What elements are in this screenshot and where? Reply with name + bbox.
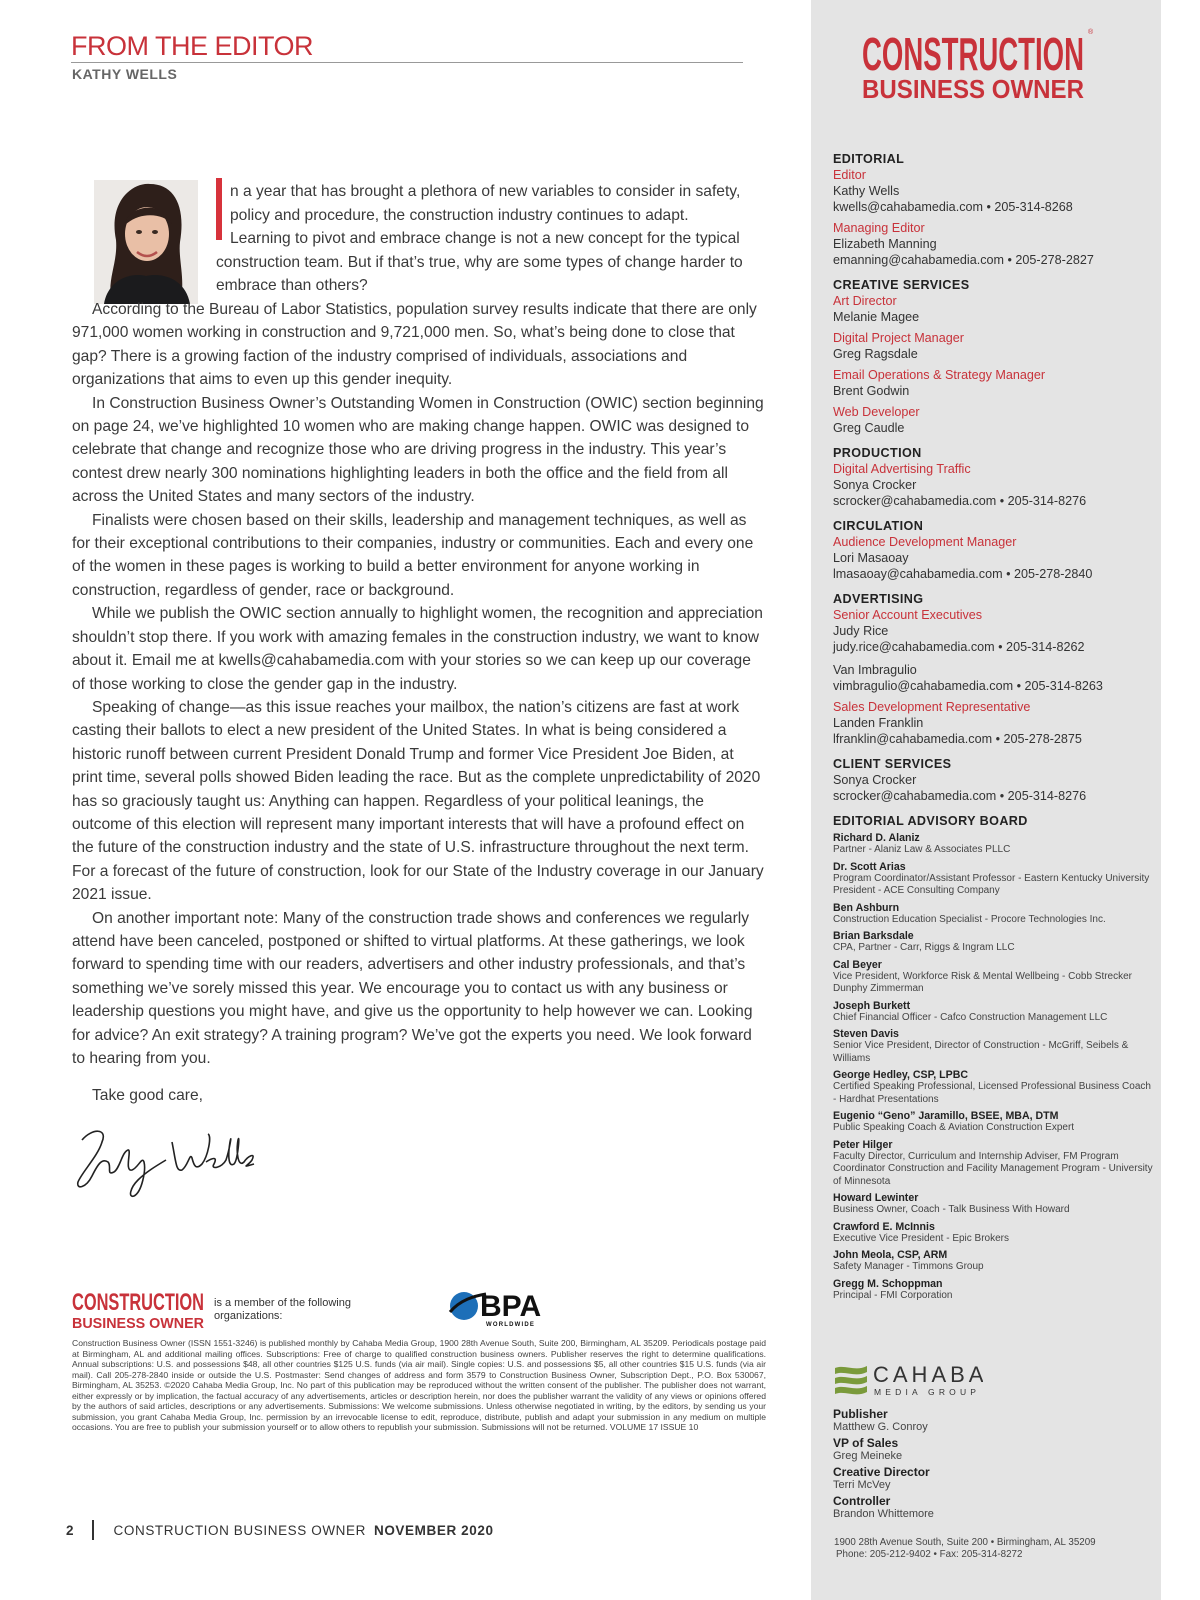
board-member	[833, 959, 1157, 996]
board-member	[833, 1139, 1157, 1189]
page-folio	[66, 1520, 494, 1540]
masthead-contact: scrocker@cahabamedia.com • 205-314-8276	[833, 494, 1087, 508]
leaf-icon	[835, 1366, 867, 1394]
masthead-role: Sales Development Representative	[833, 700, 1031, 714]
cahaba-subname: MEDIA GROUP	[874, 1387, 981, 1397]
bpa-subtext: WORLDWIDE	[486, 1322, 536, 1328]
masthead-contact: emanning@cahabamedia.com • 205-278-2827	[833, 253, 1094, 267]
svg-text:®: ®	[1088, 29, 1094, 36]
masthead-heading: EDITORIAL	[833, 152, 905, 166]
staff-title: VP of Sales	[833, 1436, 899, 1450]
article-body	[72, 298, 764, 1070]
intro-line: Learning to pivot and embrace change is not a new concept for the typical	[230, 230, 740, 247]
editor-photo	[94, 180, 198, 304]
masthead-heading: CLIENT SERVICES	[833, 757, 952, 771]
masthead-person: Kathy Wells	[833, 184, 900, 198]
brand-logo	[860, 26, 1096, 102]
article-paragraph: While we publish the OWIC section annually to highlight women, the recognition and appreciation shouldn’t stop there. If you work with amazing females in the construction industry, we want to know about it. Email me at kwells@cahabamedia.com with your stories so we can keep up our coverage of those working to close the gender gap in the industry.	[72, 605, 763, 693]
staff-title: Publisher	[833, 1407, 888, 1421]
author-name: KATHY WELLS	[72, 66, 178, 82]
board-member-desc: CPA, Partner - Carr, Riggs & Ingram LLC	[833, 942, 1015, 953]
masthead-heading: ADVERTISING	[833, 592, 924, 606]
board-member-desc: Business Owner, Coach - Talk Business With Howard	[833, 1204, 1070, 1215]
masthead-heading: CREATIVE SERVICES	[833, 278, 970, 292]
article-intro	[216, 180, 762, 298]
masthead-person: Lori Masaoay	[833, 551, 909, 565]
masthead-role: Editor	[833, 168, 866, 182]
staff-name: Greg Meineke	[833, 1450, 903, 1462]
board-member-name: John Meola, CSP, ARM	[833, 1249, 948, 1261]
board-member	[833, 1069, 1157, 1106]
address-line: 1900 28th Avenue South, Suite 200 • Birmingham, AL 35209	[834, 1537, 1096, 1548]
closing-line: Take good care,	[92, 1087, 203, 1104]
intro-line: construction team. But if that’s true, why are some types of change harder to	[216, 253, 743, 271]
masthead-role: Digital Advertising Traffic	[833, 462, 971, 476]
article-paragraph: In Construction Business Owner’s Outstanding Women in Construction (OWIC) section beginning on page 24, we’ve highlighted 10 women who are making change happen. OWIC was designed to celebrate that change and recognize those who are driving progress in the industry. This year’s contest drew nearly 300 nominations highlighting leaders in both the office and the field from all across the United States and many sectors of the industry.	[72, 394, 764, 506]
advisory-board	[833, 814, 1157, 1302]
masthead-person: Sonya Crocker	[833, 773, 917, 787]
board-member-name: Joseph Burkett	[833, 999, 911, 1012]
masthead-heading: CIRCULATION	[833, 519, 924, 533]
masthead-contact: lmasaoay@cahabamedia.com • 205-278-2840	[833, 567, 1093, 581]
board-member-name: Crawford E. McInnis	[833, 1220, 935, 1233]
board-member-name: Howard Lewinter	[833, 1192, 919, 1204]
masthead-person: Landen Franklin	[833, 716, 924, 730]
masthead-person: Van Imbragulio	[833, 663, 917, 677]
masthead-contact: kwells@cahabamedia.com • 205-314-8268	[833, 200, 1073, 214]
masthead-list	[833, 152, 1157, 1306]
board-member-desc: Faculty Director, Curriculum and Internship Adviser, FM Program Coordinator Construction and Facility Management Program - University of Minnesota	[833, 1150, 1153, 1187]
staff-title: Creative Director	[833, 1465, 930, 1479]
masthead-contact: lfranklin@cahabamedia.com • 205-278-2875	[833, 732, 1082, 746]
staff-name: Brandon Whittemore	[833, 1508, 934, 1520]
board-member-desc: Program Coordinator/Assistant Professor - Eastern Kentucky University President - ACE Consulting Company	[833, 872, 1150, 896]
staff-member	[833, 1495, 1133, 1520]
board-member-desc: Senior Vice President, Director of Construction - McGriff, Seibels & Williams	[833, 1040, 1129, 1064]
phone-fax-line: Phone: 205-212-9402 • Fax: 205-314-8272	[836, 1549, 1023, 1560]
board-member	[833, 1028, 1157, 1065]
board-member-name: Cal Beyer	[833, 958, 882, 971]
folio-divider	[92, 1520, 94, 1540]
board-member-desc: Public Speaking Coach & Aviation Construction Expert	[833, 1122, 1075, 1133]
staff-name: Terri McVey	[833, 1479, 891, 1491]
board-member-name: Ben Ashburn	[833, 901, 900, 914]
bpa-text: BPA	[480, 1290, 542, 1323]
board-member-name: Eugenio “Geno” Jaramillo, BSEE, MBA, DTM	[833, 1110, 1059, 1122]
section-title: FROM THE EDITOR	[71, 30, 743, 63]
masthead-person: Melanie Magee	[833, 310, 920, 324]
board-member-desc: Vice President, Workforce Risk & Mental Wellbeing - Cobb Strecker Dunphy Zimmerman	[833, 970, 1133, 994]
article-paragraph: On another important note: Many of the construction trade shows and conferences we regularly attend have been canceled, postponed or shifted to virtual platforms. At these gatherings, we look forward to spending time with our readers, advertisers and other industry professionals, and that’s something we’ve sorely missed this year. We encourage you to contact us with any business or leadership questions you might have, and give us the opportunity to help however we can. Looking for advice? An exit strategy? A training program? We’ve got the experts you need. We look forward to hearing from you.	[72, 909, 753, 1067]
member-text: is a member of the following organizations:	[214, 1297, 351, 1322]
bpa-logo	[446, 1286, 558, 1328]
brand-line-1: CONSTRUCTION	[862, 28, 1084, 80]
board-member-name: Gregg M. Schoppman	[833, 1277, 943, 1290]
masthead-person: Sonya Crocker	[833, 478, 917, 492]
masthead-person: Greg Caudle	[833, 421, 905, 435]
publication-logo	[72, 1288, 208, 1332]
board-member	[833, 832, 1157, 857]
board-member	[833, 1000, 1157, 1025]
board-member-name: George Hedley, CSP, LPBC	[833, 1069, 969, 1081]
article-paragraph: Speaking of change—as this issue reaches your mailbox, the nation’s citizens are fast at work casting their ballots to elect a new president of the United States. In what is being considered a historic runoff between current President Donald Trump and former Vice President Joe Biden, at print time, several polls showed Biden leading the race. But as the complete unpredictability of 2020 has so graciously taught us: Anything can happen. Regardless of your political leanings, the outcome of this election will represent many important interests that will have a profound effect on the future of the construction industry and the state of U.S. infrastructure throughout the next term. For a forecast of the future of construction, look for our State of the Industry coverage in our January 2021 issue.	[72, 698, 764, 904]
masthead-heading: PRODUCTION	[833, 446, 922, 460]
board-member-name: Brian Barksdale	[833, 930, 914, 942]
board-member-desc: Executive Vice President - Epic Brokers	[833, 1232, 1010, 1244]
staff-member	[833, 1466, 1133, 1491]
masthead-role: Email Operations & Strategy Manager	[833, 368, 1046, 382]
staff-member	[833, 1437, 1133, 1462]
masthead-person: Greg Ragsdale	[833, 347, 918, 361]
logo-line-2: BUSINESS OWNER	[72, 1315, 205, 1332]
folio-publication: CONSTRUCTION BUSINESS OWNER	[113, 1522, 366, 1538]
masthead-contact: scrocker@cahabamedia.com • 205-314-8276	[833, 789, 1087, 803]
masthead-contact: vimbragulio@cahabamedia.com • 205-314-8263	[833, 679, 1103, 693]
board-member	[833, 930, 1157, 955]
signature	[72, 1122, 262, 1202]
masthead-role: Audience Development Manager	[833, 535, 1017, 549]
masthead-person: Brent Godwin	[833, 384, 910, 398]
masthead-role: Digital Project Manager	[833, 331, 964, 345]
page-number: 2	[66, 1522, 74, 1538]
board-heading: EDITORIAL ADVISORY BOARD	[833, 814, 1028, 828]
article-paragraph: According to the Bureau of Labor Statistics, population survey results indicate that there are only 971,000 women working in construction and 9,721,000 men. So, what’s being done to close that gap? There is a growing faction of the industry comprised of individuals, associations and organizations that aims to even up this gender inequity.	[72, 301, 757, 389]
board-member	[833, 1278, 1157, 1303]
board-member-name: Dr. Scott Arias	[833, 860, 906, 873]
board-member	[833, 1221, 1157, 1246]
cahaba-name: CAHABA	[873, 1362, 983, 1387]
logo-line-1: CONSTRUCTION	[72, 1289, 204, 1316]
masthead-role: Art Director	[833, 294, 897, 308]
board-member	[833, 1249, 1157, 1274]
intro-line: n a year that has brought a plethora of new variables to consider in safety,	[230, 183, 741, 200]
masthead-contact: judy.rice@cahabamedia.com • 205-314-8262	[833, 640, 1085, 654]
intro-line: policy and procedure, the construction industry continues to adapt.	[230, 206, 689, 224]
intro-line: embrace than others?	[216, 277, 368, 294]
board-member	[833, 1192, 1157, 1217]
brand-line-2: BUSINESS OWNER	[862, 74, 1085, 102]
masthead-person: Judy Rice	[833, 624, 889, 638]
article-paragraph: Finalists were chosen based on their skills, leadership and management techniques, as well as for their exceptional contributions to their companies, industry or communities. Each and every one of the women in these pages is working to build a better environment for anyone working in construction, regardless of gender, race or background.	[72, 511, 754, 599]
board-member-desc: Partner - Alaniz Law & Associates PLLC	[833, 844, 1011, 855]
board-member-name: Steven Davis	[833, 1028, 899, 1040]
board-member-name: Richard D. Alaniz	[833, 832, 920, 844]
board-member	[833, 1110, 1157, 1135]
masthead-role: Senior Account Executives	[833, 608, 983, 622]
folio-issue-date: NOVEMBER 2020	[373, 1522, 494, 1538]
board-member-desc: Chief Financial Officer - Cafco Construction Management LLC	[833, 1011, 1108, 1023]
masthead-person: Elizabeth Manning	[833, 237, 937, 251]
legal-notice: Construction Business Owner (ISSN 1551-3246) is published monthly by Cahaba Media Group, 1900 28th Avenue South, Suite 200, Birmingham, AL 35209. Periodicals postage paid at Birmingham, AL and additional mailing offices. Subscriptions: Free of charge to qualified construction business owners. Publisher reserves the right to determine qualifications. Annual subscriptions: U.S. and possessions $48, all other countries $125 U.S. funds (via air mail). Single copies: U.S. and possessions $5, all other countries $15 U.S. funds (via air mail). Call 205-278-2840 inside or outside the U.S. Postmaster: Send changes of address and form 3579 to Construction Business Owner, Subscription Dept., P.O. Box 530067, Birmingham, AL 35253. ©2020 Cahaba Media Group, Inc. No part of this publication may be reproduced without the written consent of the publisher. The publisher does not warrant, either expressly or by implication, the factual accuracy of any advertisements, articles or description herein, nor does the publisher warrant the validity of any views or opinions offered by the authors of said articles, descriptions or any advertisements. Submissions: We welcome submissions. Unless otherwise negotiated in writing, by the editors, by sending us your submission, you grant Cahaba Media Group, Inc. permission by an irrevocable license to edit, reproduce, distribute, publish and adapt your submission in any medium on multiple occasions. You are free to publish your submission yourself or to allow others to republish your submission. Submissions will not be returned. VOLUME 17 ISSUE 10	[72, 1338, 766, 1432]
board-member-name: Peter Hilger	[833, 1138, 893, 1151]
staff-list	[833, 1408, 1133, 1524]
board-member-desc: Safety Manager - Timmons Group	[833, 1261, 984, 1272]
board-member-desc: Certified Speaking Professional, Licensed Professional Business Coach - Hardhat Presentations	[833, 1081, 1151, 1105]
board-member	[833, 861, 1157, 898]
staff-member	[833, 1408, 1133, 1433]
cahaba-logo	[833, 1362, 983, 1398]
board-member	[833, 902, 1157, 927]
staff-name: Matthew G. Conroy	[833, 1421, 928, 1433]
staff-title: Controller	[833, 1494, 891, 1508]
masthead-role: Web Developer	[833, 405, 920, 419]
board-member-desc: Principal - FMI Corporation	[833, 1289, 953, 1301]
masthead-role: Managing Editor	[833, 221, 925, 235]
board-member-desc: Construction Education Specialist - Procore Technologies Inc.	[833, 913, 1106, 925]
company-address	[834, 1537, 1144, 1561]
